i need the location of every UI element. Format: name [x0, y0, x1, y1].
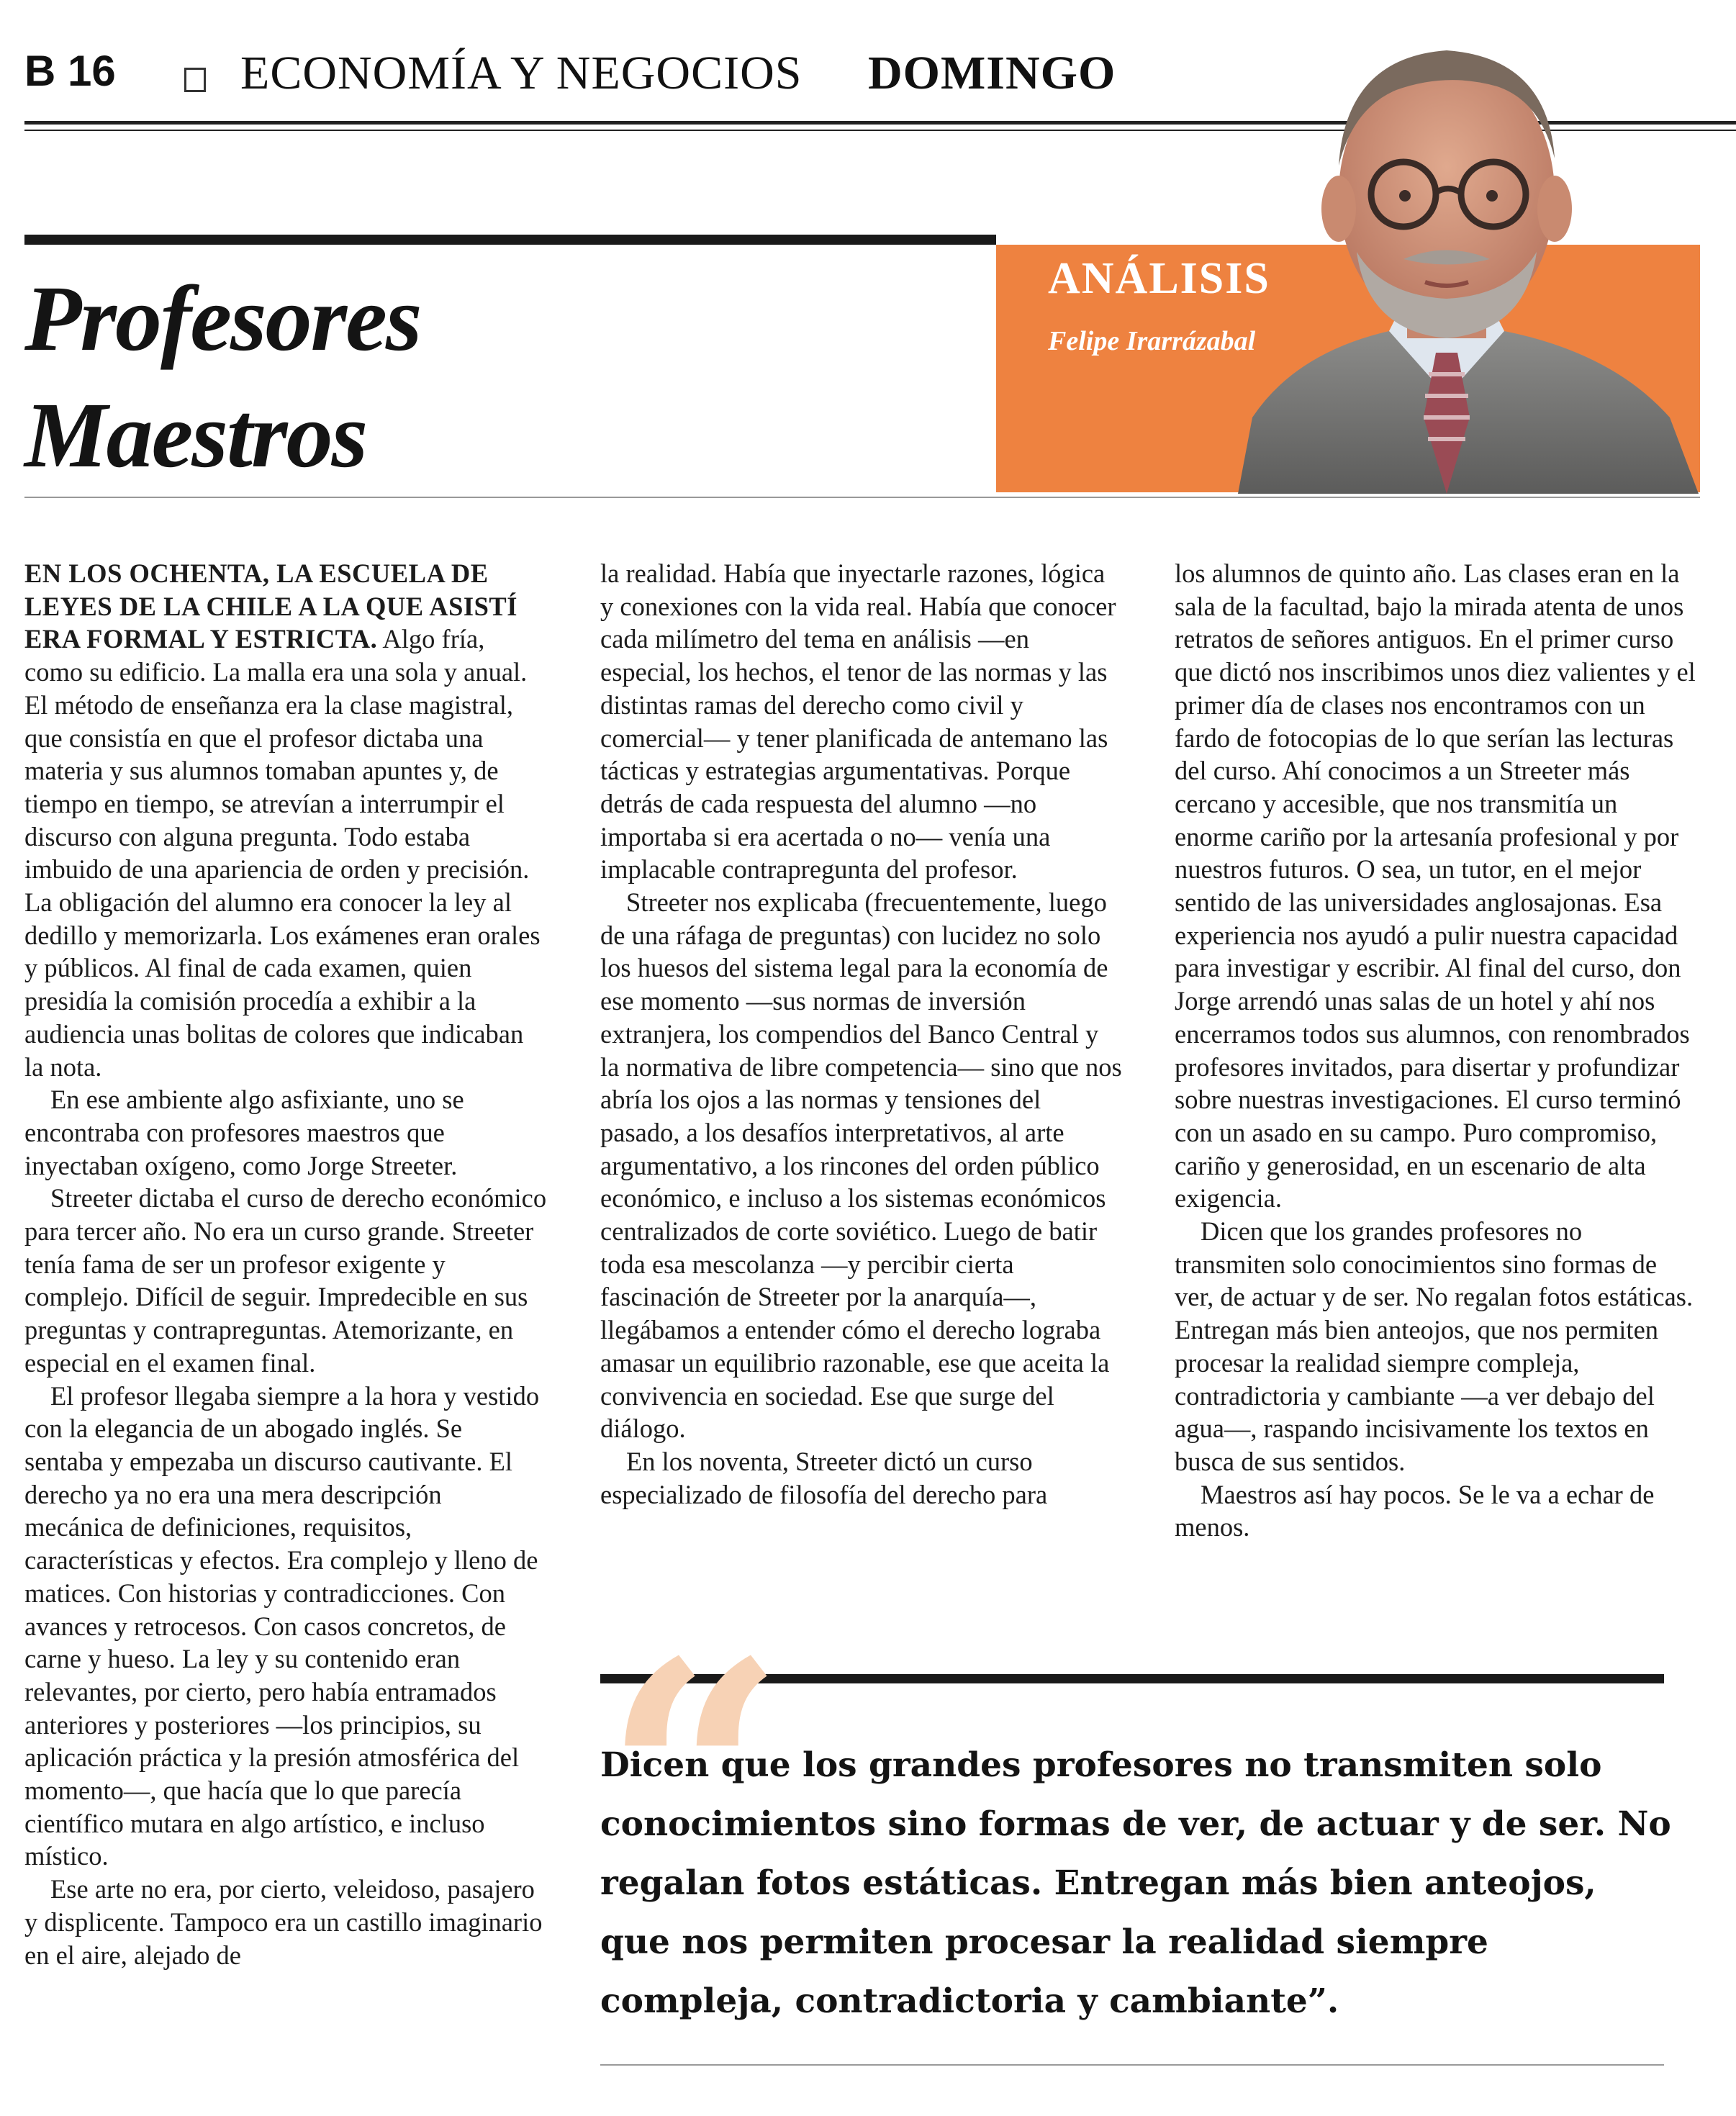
pull-quote-rule-bottom — [600, 2064, 1664, 2066]
body-column-2 — [600, 557, 1123, 1511]
body-paragraph: Ese arte no era, por cierto, veleidoso, pasajero y displicente. Tampoco era un castillo imaginario en el aire, alejado de — [24, 1874, 543, 1970]
body-paragraph — [24, 557, 547, 1083]
author-byline: Felipe Irarrázabal — [1048, 326, 1256, 356]
portrait-eye-right — [1486, 190, 1498, 202]
portrait-ear-left — [1321, 176, 1356, 242]
author-portrait — [1209, 14, 1699, 494]
section-day: DOMINGO — [868, 47, 1116, 99]
body-paragraph: los alumnos de quinto año. Las clases eran en la sala de la facultad, bajo la mirada atenta de unos retratos de señores antiguos. En el primer curso que dictó nos inscribimos unos diez valientes y el primer día de clases nos encontramos con un fardo de fotocopias de lo que serían las lecturas del curso. Ahí conocimos a un Streeter más cercano y accesible, que nos transmitía un enorme cariño por la artesanía profesional y por nuestros futuros. O sea, un tutor, en el mejor sentido de las universidades anglosajonas. Esa experiencia nos ayudó a pulir nuestra capacidad para investigar y escribir. Al final del curso, don Jorge arrendó unas salas de un hotel y ahí nos encerramos todos sus alumnos, con renombrados profesores invitados, para disertar y profundizar sobre nuestras investigaciones. El curso terminó con un asado en su campo. Puro compromiso, cariño y generosidad, en un escenario de alta exigencia. — [1175, 559, 1696, 1213]
portrait-ear-right — [1537, 176, 1572, 242]
subhead-rule — [24, 497, 1700, 498]
section-name: ECONOMÍA Y NEGOCIOS — [240, 47, 803, 99]
section-box-icon — [184, 68, 206, 92]
page-number: B 16 — [24, 47, 116, 95]
article-headline — [24, 261, 960, 494]
body-paragraph: Dicen que los grandes profesores no transmiten solo conocimientos sino formas de ver, de actuar y de ser. No regalan fotos estáticas. Entregan más bien anteojos, que nos permiten procesar la realidad siempre compleja, contradictoria y cambiante —a ver debajo del agua—, raspando incisivamente los textos en busca de sus sentidos. — [1175, 1216, 1694, 1476]
headline-line-1: Profesores — [24, 267, 421, 371]
body-paragraph: El profesor llegaba siempre a la hora y vestido con la elegancia de un abogado inglés. Se sentaba y empezaba un discurso cautivante. El derecho ya no era una mera descripción mecánica de definiciones, requisitos, características y efectos. Era complejo y lleno de matices. Con historias y contradicciones. Con avances y retrocesos. Con casos concretos, de carne y hueso. La ley y su contenido eran relevantes, por cierto, pero había entramados anteriores y posteriores —los principios, su aplicación práctica y la presión atmosférica del momento—, que hacía que lo que parecía científico mutara en algo artístico, e incluso místico. — [24, 1380, 540, 1871]
lead-paragraph-text: Algo fría, como su edificio. La malla era una sola y anual. El método de enseñanza era la clase magistral, que consistía en que el profesor dictaba una materia y sus alumnos tomaban apuntes y, de tiempo en tiempo, se atrevían a interrumpir el discurso con alguna pregunta. Todo estaba imbuido de una apariencia de orden y precisión. La obligación del alumno era conocer la ley al dedillo y memorizarla. Los exámenes eran orales y públicos. Al final de cada examen, quien presidía la comisión procedía a exhibir a la audiencia unas bolitas de colores que indicaban la nota. — [24, 624, 541, 1082]
body-column-1 — [24, 557, 547, 1971]
body-paragraph: Maestros así hay pocos. Se le va a echar de menos. — [1175, 1479, 1655, 1542]
body-paragraph: En los noventa, Streeter dictó un curso especializado de filosofía del derecho para — [600, 1446, 1048, 1509]
body-column-3 — [1175, 557, 1697, 1544]
article-kicker: ANÁLISIS — [1048, 254, 1270, 303]
body-paragraph: Streeter dictaba el curso de derecho económico para tercer año. No era un curso grande. Streeter tenía fama de ser un profesor exigente y complejo. Difícil de seguir. Impredecible en sus preguntas y contrapreguntas. Atemorizante, en especial en el examen final. — [24, 1183, 547, 1378]
headline-line-2: Maestros — [24, 384, 367, 487]
body-paragraph: Streeter nos explicaba (frecuentemente, luego de una ráfaga de preguntas) con lucidez no solo los huesos del sistema legal para la economía de ese momento —sus normas de inversión extranjera, los compendios del Banco Central y la normativa de libre competencia— sino que nos abría los ojos a las normas y tensiones del pasado, a los desafíos interpretativos, al arte argumentativo, a los rincones del orden público económico, e incluso a los sistemas económicos centralizados de corte soviético. Luego de batir toda esa mescolanza —y percibir cierta fascinación de Streeter por la anarquía—, llegábamos a entender cómo el derecho lograba amasar un equilibrio razonable, ese que aceita la convivencia en sociedad. Ese que surge del diálogo. — [600, 887, 1122, 1444]
lead-in: EN LOS OCHENTA, LA ESCUELA DE LEYES DE LA CHILE A LA QUE ASISTÍ ERA FORMAL Y ESTRICTA. — [24, 559, 517, 654]
body-paragraph: En ese ambiente algo asfixiante, uno se encontraba con profesores maestros que inyectaban oxígeno, como Jorge Streeter. — [24, 1085, 464, 1180]
title-rule — [24, 235, 996, 245]
quote-mark-icon: “ — [603, 1593, 786, 1965]
pull-quote: Dicen que los grandes profesores no transmiten solo conocimientos sino formas de ver, de actuar y de ser. No regalan fotos estáticas. Entregan más bien anteojos, que nos permiten procesar la realidad siempre compleja, contradictoria y cambiante”. — [600, 1745, 1671, 2021]
portrait-eye-left — [1399, 190, 1411, 202]
body-paragraph: la realidad. Había que inyectarle razones, lógica y conexiones con la vida real. Había que conocer cada milímetro del tema en análisis —en especial, los hechos, el tenor de las normas y las distintas ramas del derecho como civil y comercial— y tener planificada de antemano las tácticas y estrategias argumentativas. Porque detrás de cada respuesta del alumno —no importaba si era acertada o no— venía una implacable contrapregunta del profesor. — [600, 559, 1116, 885]
